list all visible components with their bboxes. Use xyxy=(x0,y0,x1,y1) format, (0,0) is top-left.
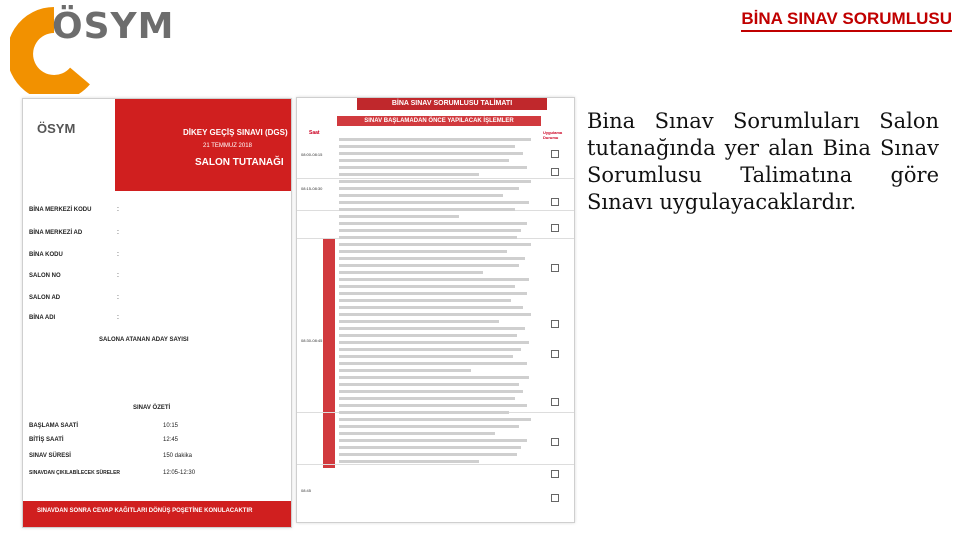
status-checkbox[interactable] xyxy=(551,438,559,446)
section-sidebar xyxy=(323,238,335,328)
summary-value-start: 10:15 xyxy=(163,423,179,429)
field-colon: : xyxy=(117,314,119,321)
field-bina-merkezi-ad: BİNA MERKEZİ AD xyxy=(29,230,83,236)
document-footer xyxy=(23,501,291,527)
time-label: 08:30-08:45 xyxy=(301,338,323,343)
logo-text: ÖSYM xyxy=(52,6,175,47)
summary-row-start: BAŞLAMA SAATİ xyxy=(29,423,78,429)
header-red-band xyxy=(113,99,291,191)
talimat-document xyxy=(296,97,575,523)
status-checkbox[interactable] xyxy=(551,494,559,502)
instruction-text-block xyxy=(339,138,539,467)
document-header xyxy=(23,99,291,191)
header-logo-area xyxy=(23,99,115,191)
exam-name: DİKEY GEÇİŞ SINAVI (DGS) xyxy=(183,128,288,137)
field-colon: : xyxy=(117,272,119,279)
field-bina-kodu: BİNA KODU xyxy=(29,252,63,258)
salon-tutanagi-label: SALON TUTANAĞI xyxy=(195,157,284,168)
field-colon: : xyxy=(117,206,119,213)
mini-logo: ÖSYM xyxy=(37,121,76,136)
time-label: 08:15-08:30 xyxy=(301,186,323,191)
status-checkbox[interactable] xyxy=(551,350,559,358)
status-checkbox[interactable] xyxy=(551,320,559,328)
status-checkbox[interactable] xyxy=(551,264,559,272)
column-check-header: Uygulama Durumu xyxy=(543,130,563,140)
summary-value-end: 12:45 xyxy=(163,437,179,443)
time-label: 08:45 xyxy=(301,488,312,493)
candidate-count-label: SALONA ATANAN ADAY SAYISI xyxy=(99,337,189,343)
field-salon-ad: SALON AD xyxy=(29,295,61,301)
time-label: 08:00-08:15 xyxy=(301,152,323,157)
field-bina-adi: BİNA ADI xyxy=(29,315,56,321)
field-colon: : xyxy=(117,294,119,301)
section-sidebar xyxy=(323,328,335,468)
status-checkbox[interactable] xyxy=(551,470,559,478)
salon-tutanagi-document xyxy=(22,98,292,528)
field-colon: : xyxy=(117,229,119,236)
column-time-header: Saat xyxy=(309,130,320,136)
field-bina-merkezi-kodu: BİNA MERKEZİ KODU xyxy=(29,207,92,213)
body-paragraph: Bina Sınav Sorumluları Salon tutanağında yer alan Bina Sınav Sorumlusu Talimatına göre Sınavı uygulayacaklardır. xyxy=(587,109,939,214)
status-checkbox[interactable] xyxy=(551,168,559,176)
summary-value-exit: 12:05-12:30 xyxy=(163,470,196,476)
exam-date: 21 TEMMUZ 2018 xyxy=(203,143,252,149)
talimat-subtitle: SINAV BAŞLAMADAN ÖNCE YAPILACAK İŞLEMLER xyxy=(337,116,541,126)
slide-title: BİNA SINAV SORUMLUSU xyxy=(741,8,952,32)
field-colon: : xyxy=(117,251,119,258)
summary-label: SINAV ÖZETİ xyxy=(133,405,171,411)
footer-text: SINAVDAN SONRA CEVAP KAĞITLARI DÖNÜŞ POŞETİNE KONULACAKTIR xyxy=(37,508,253,514)
status-checkbox[interactable] xyxy=(551,224,559,232)
status-checkbox[interactable] xyxy=(551,150,559,158)
summary-row-exit: SINAVDAN ÇIKILABİLECEK SÜRELER xyxy=(29,470,121,476)
status-checkbox[interactable] xyxy=(551,398,559,406)
summary-row-end: BİTİŞ SAATİ xyxy=(29,437,64,443)
field-salon-no: SALON NO xyxy=(29,273,61,279)
status-checkbox[interactable] xyxy=(551,198,559,206)
summary-row-duration: SINAV SÜRESİ xyxy=(29,453,71,459)
summary-value-duration: 150 dakika xyxy=(163,453,193,459)
talimat-title: BİNA SINAV SORUMLUSU TALİMATI xyxy=(357,98,547,110)
